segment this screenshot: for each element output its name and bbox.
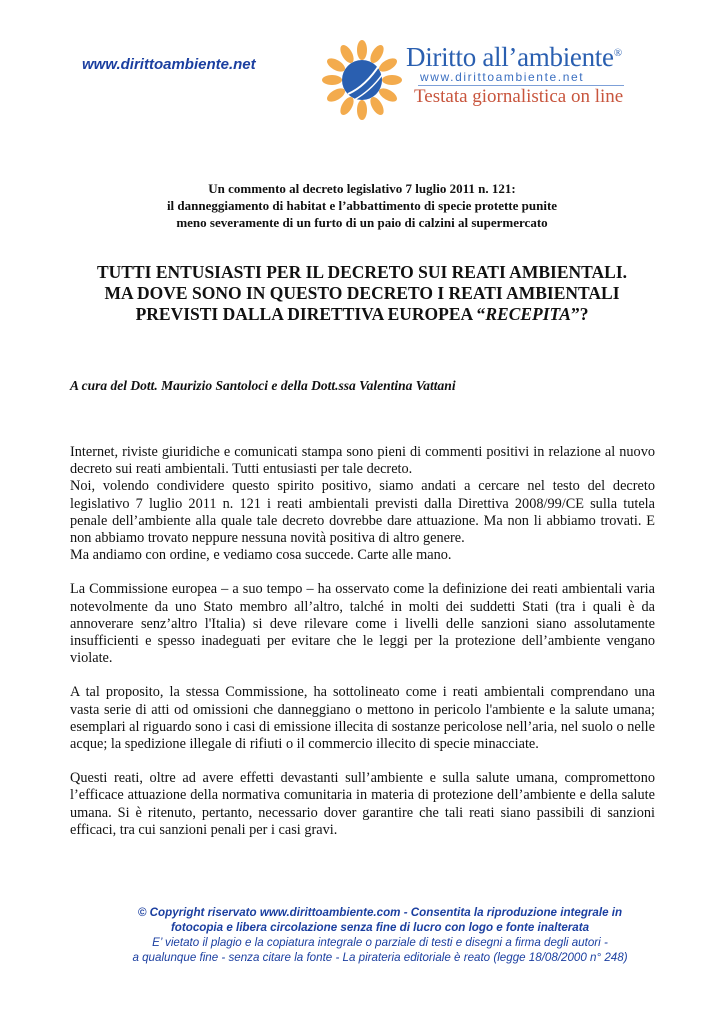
footer-line-4: a qualunque fine - senza citare la fonte - La pirateria editoriale è reato (legge 18/08/2000 n° 248) xyxy=(132,951,628,964)
footer-line-3: E’ vietato il plagio e la copiatura integrale o parziale di testi e disegni a firma degli autori - xyxy=(152,936,608,949)
sun-logo-icon xyxy=(322,40,406,124)
logo-title: Diritto all’ambiente® xyxy=(406,42,622,72)
article-body xyxy=(70,444,655,856)
paragraph-2: Noi, volendo condividere questo spirito positivo, siamo andati a cercare nel testo del decreto legislativo 7 luglio 2011 n. 121 i reati ambientali previsti dalla Direttiva 2008/99/CE sulla tutela penale dell’ambiente alla quale tale decreto dovrebbe dare attuazione. Ma non li abbiamo trovati. E non abbiamo trovato neppure nessuna novità positiva di altro genere. xyxy=(70,478,655,547)
headline-line-1: TUTTI ENTUSIASTI PER IL DECRETO SUI REATI AMBIENTALI. xyxy=(96,262,628,282)
comment-line-1: Un commento al decreto legislativo 7 luglio 2011 n. 121: xyxy=(208,181,516,196)
paragraph-3: Ma andiamo con ordine, e vediamo cosa succede. Carte alle mano. xyxy=(70,547,452,564)
paragraph-4: La Commissione europea – a suo tempo – ha osservato come la definizione dei reati ambientali varia notevolmente da uno Stato membro all’altro, talché in molti dei suddetti Stati (tra i quali è da annoverare senz’altro l'Italia) si deve rilevare come i livelli delle sanzioni siano assolutamente insufficienti e spesso inadeguati per evitare che le leggi per la protezione dell’ambiente vengano violate. xyxy=(70,581,655,667)
copyright-footer xyxy=(60,905,700,965)
masthead-logo xyxy=(322,40,642,120)
comment-line-2: il danneggiamento di habitat e l’abbattimento di specie protette punite xyxy=(166,198,558,213)
logo-subtitle: Testata giornalistica on line xyxy=(414,86,624,107)
paragraph-1: Internet, riviste giuridiche e comunicati stampa sono pieni di commenti positivi in relazione al nuovo decreto sui reati ambientali. Tutti entusiasti per tale decreto. xyxy=(70,444,655,478)
footer-line-2: fotocopia e libera circolazione senza fine di lucro con logo e fonte inalterata xyxy=(170,921,590,934)
headline-line-3: PREVISTI DALLA DIRETTIVA EUROPEA “RECEPITA”? xyxy=(135,304,589,324)
site-url[interactable]: www.dirittoambiente.net xyxy=(82,56,256,73)
logo-web-address: www.dirittoambiente.net xyxy=(420,70,585,84)
headline-line-2: MA DOVE SONO IN QUESTO DECRETO I REATI AMBIENTALI xyxy=(104,283,620,303)
paragraph-6: Questi reati, oltre ad avere effetti devastanti sull’ambiente e sulla salute umana, compromettono l’efficace attuazione della normativa comunitaria in materia di protezione dell’ambiente e della salute umana. Si è ritenuto, pertanto, necessario dover garantire che tali reati siano passibili di sanzioni efficaci, tra cui sanzioni penali per i casi gravi. xyxy=(70,770,655,838)
paragraph-5: A tal proposito, la stessa Commissione, ha sottolineato come i reati ambientali comprendano una vasta serie di atti od omissioni che danneggiano o mettono in pericolo l'ambiente e la salute umana; esemplari al riguardo sono i casi di emissione illecita di sostanze pericolose nell’aria, nel suolo o nelle acque; la spedizione illegale di rifiuti o il commercio illecito di specie minacciate. xyxy=(70,684,655,753)
footer-line-1: © Copyright riservato www.dirittoambiente.com - Consentita la riproduzione integrale in xyxy=(137,906,623,919)
comment-line-3: meno severamente di un furto di un paio di calzini al supermercato xyxy=(176,215,548,230)
article-headline xyxy=(60,262,664,325)
comment-intro xyxy=(90,180,634,231)
byline: A cura del Dott. Maurizio Santoloci e della Dott.ssa Valentina Vattani xyxy=(70,378,456,393)
